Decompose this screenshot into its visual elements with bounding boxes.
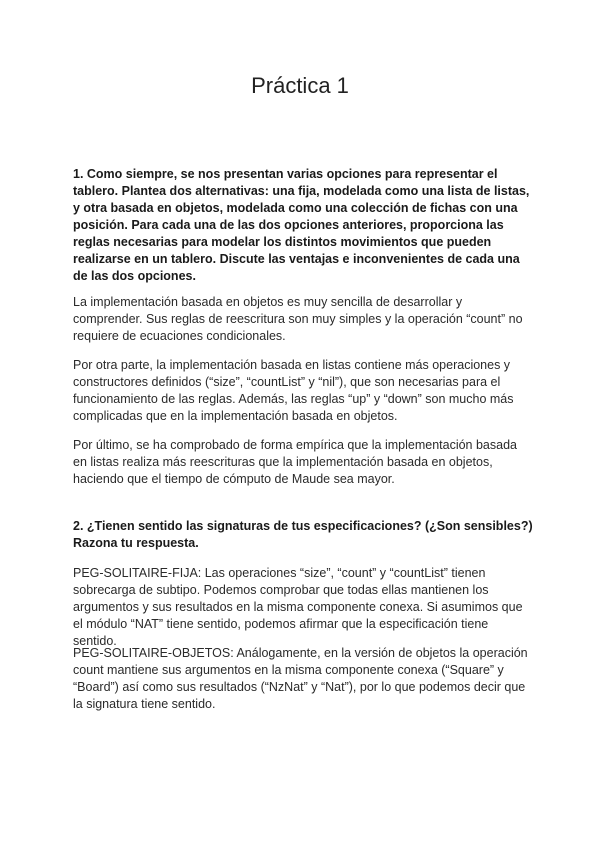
answer-2-paragraph-1: PEG-SOLITAIRE-FIJA: Las operaciones “size”, “count” y “countList” tienen sobrecarga de subtipo. Podemos comprobar que todas ellas mantienen los argumentos y sus resultados en la misma componente conexa. Si asumimos que el módulo “NAT” tiene sentido, podemos afirmar que la especificación tiene sentido. (73, 566, 523, 648)
document-title: Práctica 1 (251, 73, 349, 98)
answer-1-paragraph-2: Por otra parte, la implementación basada en listas contiene más operaciones y constructores definidos (“size”, “countList” y “nil”), que son necesarias para el funcionamiento de las reglas. Además, las reglas “up” y “down” son mucho más complicadas que en la implementación basada en objetos. (73, 358, 514, 423)
answer-2-paragraph-2: PEG-SOLITAIRE-OBJETOS: Análogamente, en la versión de objetos la operación count mantiene sus argumentos en la misma componente conexa (“Square” y “Board”) así como sus resultados (“NzNat” y “Nat”), por lo que podemos decir que la signatura tiene sentido. (73, 646, 528, 711)
answer-1-paragraph-1: La implementación basada en objetos es muy sencilla de desarrollar y comprender. Sus reglas de reescritura son muy simples y la operación “count” no requiere de ecuaciones condicionales. (73, 295, 523, 343)
question-2: 2. ¿Tienen sentido las signaturas de tus especificaciones? (¿Son sensibles?) Razona tu respuesta. (73, 519, 533, 550)
question-1: 1. Como siempre, se nos presentan varias opciones para representar el tablero. Plantea dos alternativas: una fija, modelada como una lista de listas, y otra basada en objetos, modelada como una colección de fichas con una posición. Para cada una de las dos opciones anteriores, proporciona las reglas necesarias para modelar los distintos movimientos que pueden realizarse en un tablero. Discute las ventajas e inconvenientes de cada una de las dos opciones. (73, 167, 530, 283)
answer-1-paragraph-3: Por último, se ha comprobado de forma empírica que la implementación basada en listas realiza más reescrituras que la implementación basada en objetos, haciendo que el tiempo de cómputo de Maude sea mayor. (73, 438, 517, 486)
